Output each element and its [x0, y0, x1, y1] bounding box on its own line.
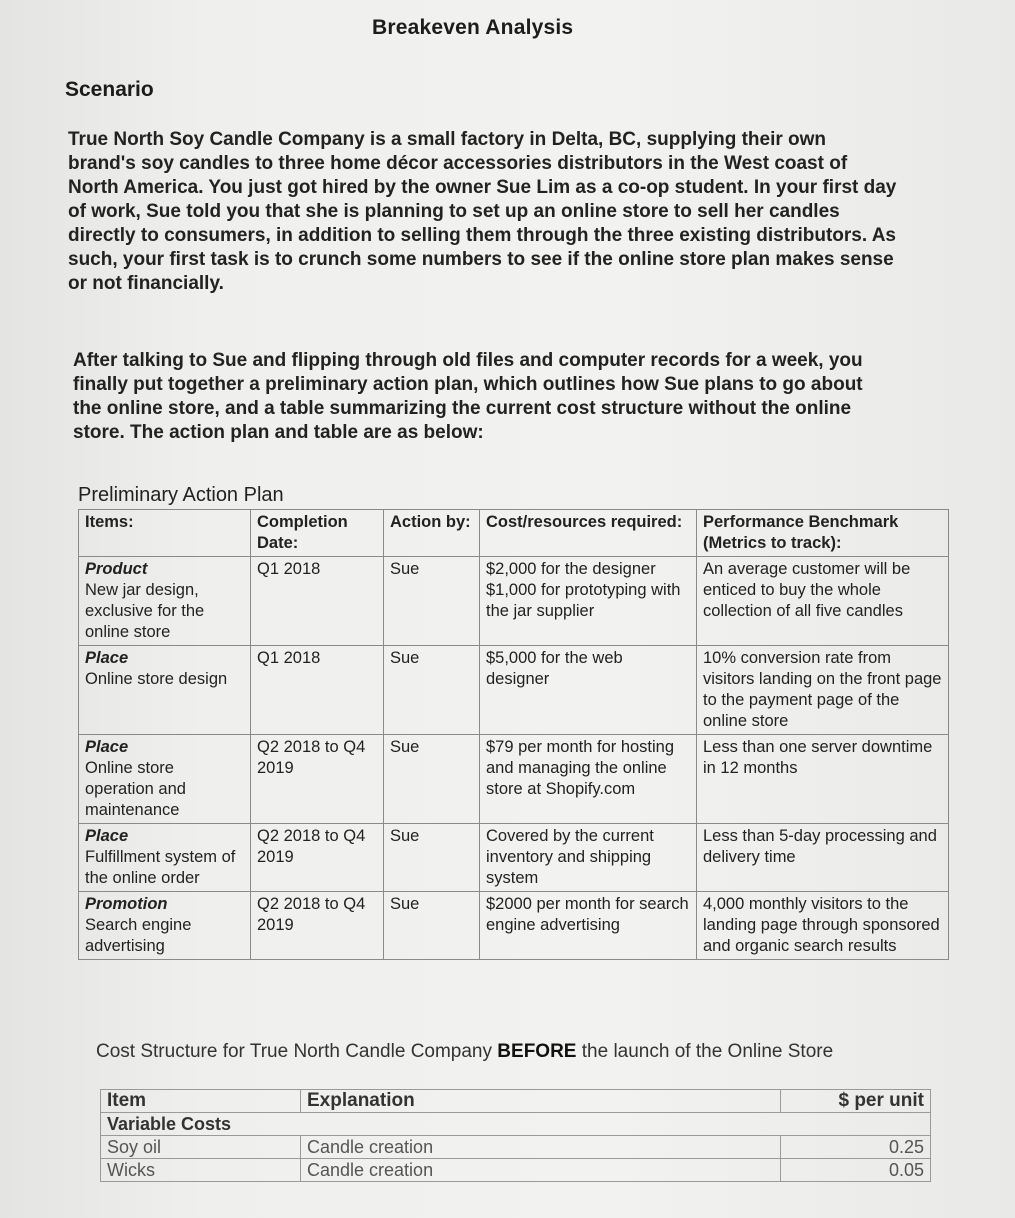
- table-row: [79, 735, 949, 824]
- header-action-by: Action by:: [384, 510, 480, 557]
- cost-section-label: Variable Costs: [101, 1113, 931, 1136]
- action-plan-header-row: [79, 510, 949, 557]
- item-description: Fulfillment system of the online order: [85, 848, 236, 887]
- cost-cell: Covered by the current inventory and shipping system: [480, 824, 697, 892]
- item-category: Product: [85, 560, 148, 578]
- header-benchmark: Performance Benchmark (Metrics to track):: [697, 510, 949, 557]
- benchmark-cell: 4,000 monthly visitors to the landing page through sponsored and organic search results: [697, 892, 949, 960]
- benchmark-cell: Less than 5-day processing and delivery time: [697, 824, 949, 892]
- cost-structure-caption: [96, 1040, 856, 1064]
- item-category: Place: [85, 738, 129, 756]
- scenario-paragraph-2: After talking to Sue and flipping through old files and computer records for a week, you finally put together a preliminary action plan, which outlines how Sue plans to go about the online store, and a table summarizing the current cost structure without the online store. The action plan and table are as below:: [73, 350, 863, 443]
- cost-explanation: Candle creation: [301, 1136, 781, 1159]
- cost-header-explanation: Explanation: [301, 1090, 781, 1113]
- completion-cell: Q1 2018: [251, 646, 384, 735]
- cost-header-per-unit: $ per unit: [781, 1090, 931, 1113]
- item-cell: [79, 646, 251, 735]
- cost-header-row: [101, 1090, 931, 1113]
- header-completion: Completion Date:: [251, 510, 384, 557]
- table-row: [79, 824, 949, 892]
- cost-explanation: Candle creation: [301, 1159, 781, 1182]
- item-description: Online store design: [85, 670, 228, 688]
- benchmark-cell: Less than one server downtime in 12 months: [697, 735, 949, 824]
- action-plan-table: [78, 509, 949, 960]
- cost-section-row: [101, 1113, 931, 1136]
- table-row: [101, 1159, 931, 1182]
- action-by-cell: Sue: [384, 735, 480, 824]
- cost-per-unit: 0.25: [781, 1136, 931, 1159]
- action-by-cell: Sue: [384, 646, 480, 735]
- benchmark-cell: An average customer will be enticed to buy the whole collection of all five candles: [697, 557, 949, 646]
- table-row: [79, 557, 949, 646]
- item-category: Promotion: [85, 895, 168, 913]
- item-category: Place: [85, 827, 129, 845]
- cost-caption-after: the launch of the Online Store: [576, 1041, 834, 1062]
- action-by-cell: Sue: [384, 824, 480, 892]
- action-by-cell: Sue: [384, 892, 480, 960]
- benchmark-cell: 10% conversion rate from visitors landing on the front page to the payment page of the online store: [697, 646, 949, 735]
- header-cost: Cost/resources required:: [480, 510, 697, 557]
- item-cell: [79, 824, 251, 892]
- item-cell: [79, 735, 251, 824]
- action-by-cell: Sue: [384, 557, 480, 646]
- cost-caption-before: Cost Structure for True North Candle Company: [96, 1041, 498, 1062]
- cost-structure-table: [100, 1089, 931, 1182]
- cost-item: Soy oil: [101, 1136, 301, 1159]
- completion-cell: Q2 2018 to Q4 2019: [251, 735, 384, 824]
- cost-item: Wicks: [101, 1159, 301, 1182]
- cost-cell: $79 per month for hosting and managing the online store at Shopify.com: [480, 735, 697, 824]
- table-row: [79, 892, 949, 960]
- cost-cell: $5,000 for the web designer: [480, 646, 697, 735]
- item-cell: [79, 557, 251, 646]
- cost-cell: $2,000 for the designer $1,000 for prototyping with the jar supplier: [480, 557, 697, 646]
- item-description: Search engine advertising: [85, 916, 192, 955]
- completion-cell: Q2 2018 to Q4 2019: [251, 824, 384, 892]
- completion-cell: Q2 2018 to Q4 2019: [251, 892, 384, 960]
- item-description: New jar design, exclusive for the online store: [85, 581, 205, 641]
- cost-cell: $2000 per month for search engine advertising: [480, 892, 697, 960]
- cost-caption-bold: BEFORE: [497, 1041, 577, 1062]
- header-items: Items:: [79, 510, 251, 557]
- item-category: Place: [85, 649, 129, 667]
- table-row: [79, 646, 949, 735]
- action-plan-caption: Preliminary Action Plan: [78, 484, 284, 506]
- cost-header-item: Item: [101, 1090, 301, 1113]
- scenario-paragraph-1: True North Soy Candle Company is a small factory in Delta, BC, supplying their own brand's soy candles to three home décor accessories distributors in the West coast of North America. You just got hired by the owner Sue Lim as a co-op student. In your first day of work, Sue told you that she is planning to set up an online store to sell her candles directly to consumers, in addition to selling them through the three existing distributors. As such, your first task is to crunch some numbers to see if the online store plan makes sense or not financially.: [68, 129, 897, 294]
- item-cell: [79, 892, 251, 960]
- completion-cell: Q1 2018: [251, 557, 384, 646]
- cost-per-unit: 0.05: [781, 1159, 931, 1182]
- scenario-heading: Scenario: [65, 78, 154, 101]
- table-row: [101, 1136, 931, 1159]
- page-title: Breakeven Analysis: [372, 16, 574, 39]
- item-description: Online store operation and maintenance: [85, 759, 186, 819]
